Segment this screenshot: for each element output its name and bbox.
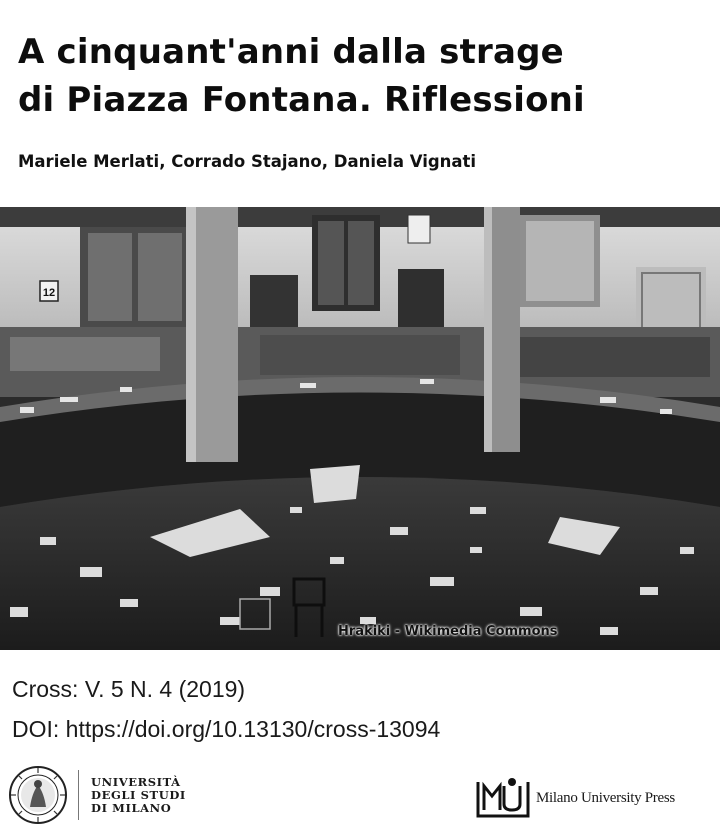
university-logo [8, 764, 186, 826]
authors: Mariele Merlati, Corrado Stajano, Daniela Vignati [18, 152, 477, 171]
logo-divider [78, 770, 79, 820]
doi-link[interactable]: DOI: https://doi.org/10.13130/cross-13094 [12, 716, 441, 742]
university-name-line-2: DEGLI STUDI [91, 787, 186, 802]
university-name-line-3: DI MILANO [91, 800, 172, 815]
publisher-mark-icon [474, 776, 532, 820]
university-name-line-1: UNIVERSITÀ [91, 774, 181, 789]
title-line-2: di Piazza Fontana. Riflessioni [18, 80, 585, 120]
university-seal-icon [8, 765, 68, 825]
cover-photo [0, 207, 720, 650]
bank-hall-illustration [0, 207, 720, 650]
journal-citation: Cross: V. 5 N. 4 (2019) [12, 676, 246, 702]
publisher-logo [474, 776, 675, 820]
university-name [91, 776, 186, 815]
title-line-1: A cinquant'anni dalla strage [18, 32, 564, 72]
room-number-sign: 12 [42, 287, 56, 299]
publisher-name: Milano University Press [536, 789, 675, 806]
photo-credit: Hrakiki - Wikimedia Commons [338, 624, 558, 639]
article-title [18, 28, 708, 124]
